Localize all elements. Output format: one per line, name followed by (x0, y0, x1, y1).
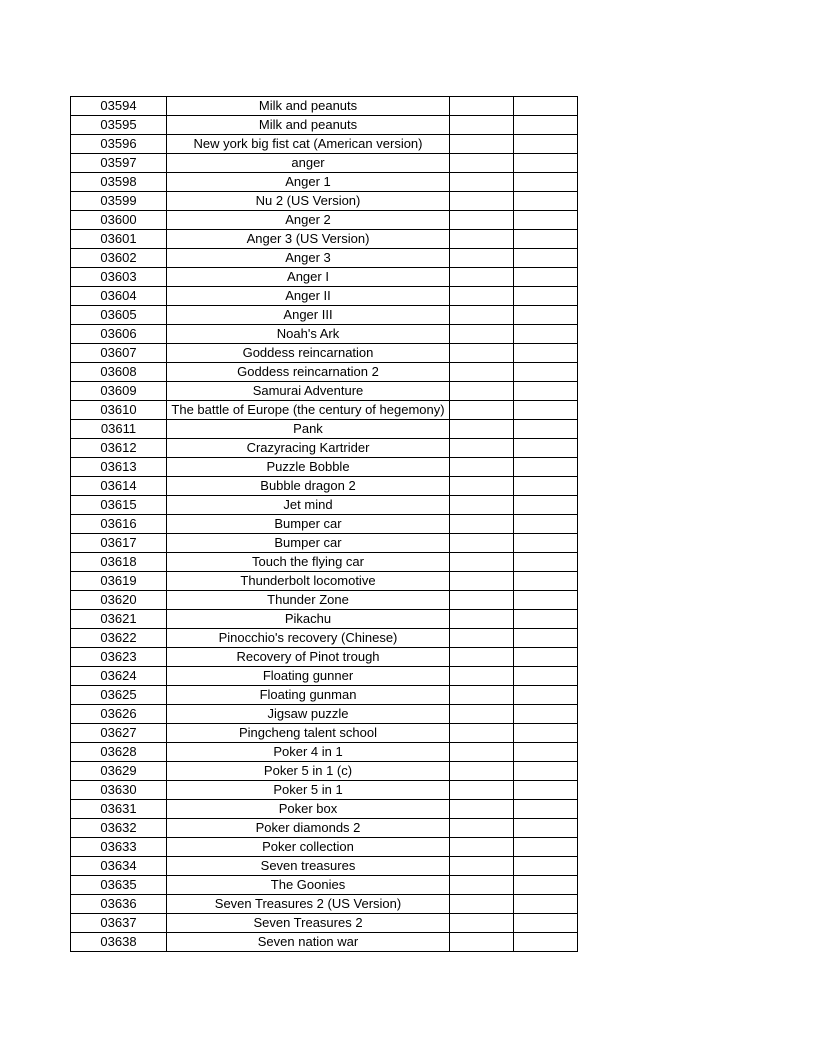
empty-cell (450, 325, 514, 344)
table-row (71, 154, 578, 173)
empty-cell (450, 135, 514, 154)
table-row (71, 819, 578, 838)
empty-cell (450, 857, 514, 876)
row-title-cell: Goddess reincarnation 2 (167, 363, 450, 382)
row-title-cell: Nu 2 (US Version) (167, 192, 450, 211)
row-title-cell: Floating gunman (167, 686, 450, 705)
row-title-cell: Milk and peanuts (167, 116, 450, 135)
empty-cell (450, 97, 514, 116)
row-id-cell: 03628 (71, 743, 167, 762)
row-id-cell: 03609 (71, 382, 167, 401)
empty-cell (450, 401, 514, 420)
row-title-cell: New york big fist cat (American version) (167, 135, 450, 154)
row-id-cell: 03614 (71, 477, 167, 496)
empty-cell (514, 553, 578, 572)
row-id-cell: 03602 (71, 249, 167, 268)
row-id-cell: 03597 (71, 154, 167, 173)
table-row (71, 97, 578, 116)
table-row (71, 667, 578, 686)
row-id-cell: 03637 (71, 914, 167, 933)
empty-cell (514, 572, 578, 591)
empty-cell (514, 648, 578, 667)
row-title-cell: Pikachu (167, 610, 450, 629)
row-id-cell: 03604 (71, 287, 167, 306)
row-id-cell: 03626 (71, 705, 167, 724)
table-row (71, 382, 578, 401)
empty-cell (514, 667, 578, 686)
empty-cell (450, 895, 514, 914)
empty-cell (514, 420, 578, 439)
row-id-cell: 03624 (71, 667, 167, 686)
empty-cell (450, 686, 514, 705)
table-row (71, 363, 578, 382)
empty-cell (514, 591, 578, 610)
table-row (71, 534, 578, 553)
empty-cell (514, 401, 578, 420)
row-title-cell: Poker box (167, 800, 450, 819)
row-title-cell: Seven nation war (167, 933, 450, 952)
row-id-cell: 03599 (71, 192, 167, 211)
empty-cell (514, 800, 578, 819)
empty-cell (450, 306, 514, 325)
empty-cell (514, 344, 578, 363)
empty-cell (450, 496, 514, 515)
row-title-cell: Recovery of Pinot trough (167, 648, 450, 667)
table-row (71, 591, 578, 610)
row-title-cell: The Goonies (167, 876, 450, 895)
row-id-cell: 03610 (71, 401, 167, 420)
table-row (71, 306, 578, 325)
row-title-cell: Milk and peanuts (167, 97, 450, 116)
empty-cell (514, 876, 578, 895)
table-row (71, 401, 578, 420)
empty-cell (514, 933, 578, 952)
row-id-cell: 03612 (71, 439, 167, 458)
row-title-cell: Pank (167, 420, 450, 439)
empty-cell (514, 838, 578, 857)
empty-cell (514, 268, 578, 287)
empty-cell (514, 382, 578, 401)
row-id-cell: 03633 (71, 838, 167, 857)
row-title-cell: Floating gunner (167, 667, 450, 686)
empty-cell (514, 914, 578, 933)
row-title-cell: anger (167, 154, 450, 173)
empty-cell (514, 135, 578, 154)
game-list-table (70, 96, 578, 952)
empty-cell (450, 610, 514, 629)
table-row (71, 420, 578, 439)
row-id-cell: 03618 (71, 553, 167, 572)
empty-cell (514, 705, 578, 724)
empty-cell (514, 686, 578, 705)
table-row (71, 743, 578, 762)
empty-cell (514, 515, 578, 534)
empty-cell (450, 572, 514, 591)
empty-cell (450, 230, 514, 249)
empty-cell (450, 819, 514, 838)
empty-cell (450, 838, 514, 857)
empty-cell (514, 819, 578, 838)
row-id-cell: 03605 (71, 306, 167, 325)
table-row (71, 572, 578, 591)
row-title-cell: Jet mind (167, 496, 450, 515)
table-row (71, 610, 578, 629)
empty-cell (514, 363, 578, 382)
table-row (71, 515, 578, 534)
table-row (71, 496, 578, 515)
empty-cell (450, 116, 514, 135)
empty-cell (450, 762, 514, 781)
row-id-cell: 03619 (71, 572, 167, 591)
empty-cell (450, 192, 514, 211)
row-title-cell: Seven Treasures 2 (US Version) (167, 895, 450, 914)
row-id-cell: 03596 (71, 135, 167, 154)
table-row (71, 287, 578, 306)
empty-cell (514, 230, 578, 249)
row-title-cell: Poker 4 in 1 (167, 743, 450, 762)
row-title-cell: Anger 3 (US Version) (167, 230, 450, 249)
table-row (71, 173, 578, 192)
empty-cell (450, 363, 514, 382)
row-title-cell: Puzzle Bobble (167, 458, 450, 477)
row-title-cell: Anger 3 (167, 249, 450, 268)
row-title-cell: Samurai Adventure (167, 382, 450, 401)
empty-cell (450, 933, 514, 952)
empty-cell (514, 724, 578, 743)
row-title-cell: Poker 5 in 1 (167, 781, 450, 800)
empty-cell (450, 591, 514, 610)
table-row (71, 724, 578, 743)
row-id-cell: 03617 (71, 534, 167, 553)
row-title-cell: Noah's Ark (167, 325, 450, 344)
row-id-cell: 03601 (71, 230, 167, 249)
row-id-cell: 03607 (71, 344, 167, 363)
row-id-cell: 03623 (71, 648, 167, 667)
row-id-cell: 03627 (71, 724, 167, 743)
row-id-cell: 03616 (71, 515, 167, 534)
row-title-cell: Bumper car (167, 515, 450, 534)
row-id-cell: 03608 (71, 363, 167, 382)
empty-cell (450, 477, 514, 496)
table-row (71, 192, 578, 211)
table-row (71, 629, 578, 648)
table-row (71, 249, 578, 268)
empty-cell (514, 97, 578, 116)
row-id-cell: 03613 (71, 458, 167, 477)
empty-cell (514, 173, 578, 192)
empty-cell (450, 876, 514, 895)
empty-cell (514, 610, 578, 629)
row-title-cell: Jigsaw puzzle (167, 705, 450, 724)
empty-cell (514, 287, 578, 306)
empty-cell (450, 515, 514, 534)
empty-cell (450, 382, 514, 401)
row-id-cell: 03631 (71, 800, 167, 819)
empty-cell (450, 344, 514, 363)
table-row (71, 800, 578, 819)
table-row (71, 439, 578, 458)
empty-cell (450, 667, 514, 686)
row-id-cell: 03632 (71, 819, 167, 838)
row-title-cell: Pinocchio's recovery (Chinese) (167, 629, 450, 648)
empty-cell (450, 420, 514, 439)
table-row (71, 686, 578, 705)
row-title-cell: Seven Treasures 2 (167, 914, 450, 933)
empty-cell (514, 325, 578, 344)
empty-cell (450, 458, 514, 477)
row-title-cell: Seven treasures (167, 857, 450, 876)
row-id-cell: 03606 (71, 325, 167, 344)
row-id-cell: 03611 (71, 420, 167, 439)
table-row (71, 230, 578, 249)
empty-cell (450, 249, 514, 268)
row-id-cell: 03621 (71, 610, 167, 629)
row-title-cell: Anger II (167, 287, 450, 306)
table-row (71, 268, 578, 287)
table-row (71, 344, 578, 363)
empty-cell (514, 116, 578, 135)
row-title-cell: Bubble dragon 2 (167, 477, 450, 496)
table-row (71, 933, 578, 952)
row-id-cell: 03634 (71, 857, 167, 876)
table-row (71, 325, 578, 344)
row-title-cell: Anger 1 (167, 173, 450, 192)
empty-cell (514, 496, 578, 515)
row-id-cell: 03635 (71, 876, 167, 895)
row-id-cell: 03622 (71, 629, 167, 648)
empty-cell (450, 553, 514, 572)
empty-cell (514, 192, 578, 211)
row-title-cell: Bumper car (167, 534, 450, 553)
table-row (71, 477, 578, 496)
table-row (71, 876, 578, 895)
empty-cell (450, 705, 514, 724)
empty-cell (450, 724, 514, 743)
row-id-cell: 03625 (71, 686, 167, 705)
empty-cell (514, 857, 578, 876)
table-row (71, 838, 578, 857)
empty-cell (450, 268, 514, 287)
row-id-cell: 03600 (71, 211, 167, 230)
empty-cell (514, 629, 578, 648)
row-title-cell: Goddess reincarnation (167, 344, 450, 363)
table-row (71, 914, 578, 933)
table-row (71, 895, 578, 914)
empty-cell (514, 211, 578, 230)
empty-cell (514, 249, 578, 268)
empty-cell (450, 629, 514, 648)
empty-cell (450, 439, 514, 458)
row-id-cell: 03638 (71, 933, 167, 952)
table-row (71, 781, 578, 800)
empty-cell (450, 173, 514, 192)
row-title-cell: Pingcheng talent school (167, 724, 450, 743)
row-id-cell: 03594 (71, 97, 167, 116)
table-row (71, 705, 578, 724)
empty-cell (450, 534, 514, 553)
empty-cell (450, 781, 514, 800)
empty-cell (450, 211, 514, 230)
row-title-cell: Anger I (167, 268, 450, 287)
empty-cell (514, 306, 578, 325)
row-title-cell: Anger 2 (167, 211, 450, 230)
table-row (71, 211, 578, 230)
empty-cell (514, 477, 578, 496)
empty-cell (450, 648, 514, 667)
table-row (71, 648, 578, 667)
empty-cell (514, 154, 578, 173)
empty-cell (514, 439, 578, 458)
row-id-cell: 03629 (71, 762, 167, 781)
empty-cell (514, 762, 578, 781)
empty-cell (450, 743, 514, 762)
table-row (71, 857, 578, 876)
empty-cell (450, 287, 514, 306)
row-id-cell: 03620 (71, 591, 167, 610)
table-row (71, 553, 578, 572)
empty-cell (514, 458, 578, 477)
row-title-cell: Thunder Zone (167, 591, 450, 610)
empty-cell (450, 914, 514, 933)
empty-cell (450, 800, 514, 819)
empty-cell (514, 781, 578, 800)
row-id-cell: 03636 (71, 895, 167, 914)
row-id-cell: 03595 (71, 116, 167, 135)
row-title-cell: Poker collection (167, 838, 450, 857)
table-row (71, 762, 578, 781)
row-title-cell: Crazyracing Kartrider (167, 439, 450, 458)
table-row (71, 458, 578, 477)
row-id-cell: 03630 (71, 781, 167, 800)
row-id-cell: 03615 (71, 496, 167, 515)
row-id-cell: 03603 (71, 268, 167, 287)
table-row (71, 116, 578, 135)
empty-cell (450, 154, 514, 173)
table-row (71, 135, 578, 154)
row-title-cell: Poker diamonds 2 (167, 819, 450, 838)
empty-cell (514, 743, 578, 762)
row-id-cell: 03598 (71, 173, 167, 192)
row-title-cell: Thunderbolt locomotive (167, 572, 450, 591)
row-title-cell: Anger III (167, 306, 450, 325)
row-title-cell: The battle of Europe (the century of hegemony) (167, 401, 450, 420)
empty-cell (514, 895, 578, 914)
row-title-cell: Touch the flying car (167, 553, 450, 572)
empty-cell (514, 534, 578, 553)
table-body (71, 97, 578, 952)
row-title-cell: Poker 5 in 1 (c) (167, 762, 450, 781)
